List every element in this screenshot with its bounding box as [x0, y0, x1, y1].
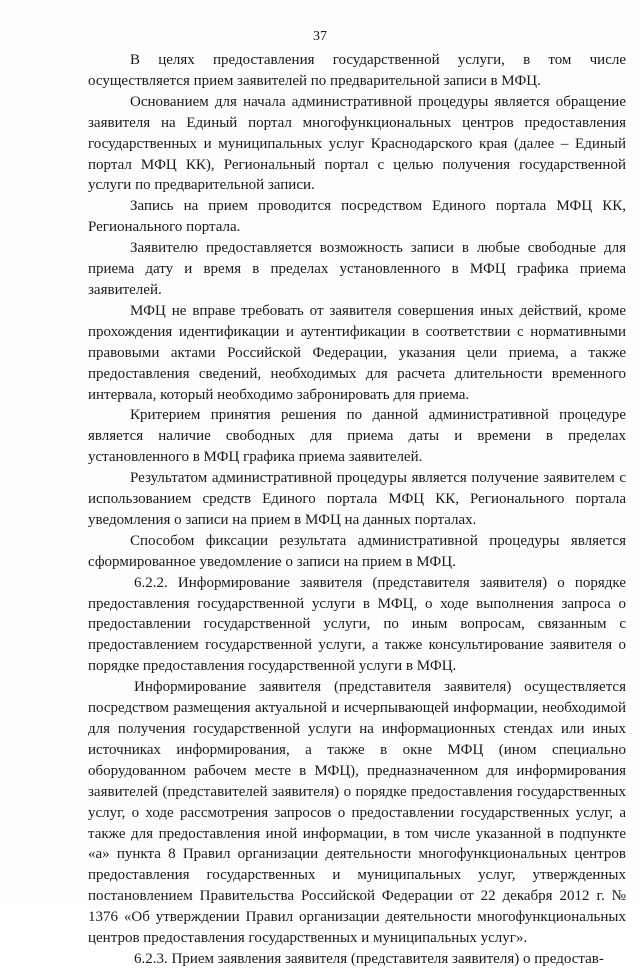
paragraph: Заявителю предоставляется возможность записи в любые свободные для приема дату и время в пределах установленного в МФЦ графика приема заявителей.	[88, 240, 626, 298]
paragraph: Результатом административной процедуры является получение заявителем с использованием средств Единого портала МФЦ КК, Регионального портала уведомления о записи на прием в МФЦ на данных порталах.	[88, 470, 626, 528]
paragraph: Основанием для начала административной процедуры является обращение заявителя на Единый портал многофункциональных центров предоставления государственных и муниципальных услуг Краснодарского края (далее – Единый портал МФЦ КК), Региональный портал с целью получения государственной услуги по предварительной записи.	[88, 93, 626, 194]
paragraph: В целях предоставления государственной услуги, в том числе осуществляется прием заявителей по предварительной записи в МФЦ.	[88, 52, 626, 89]
section-6-2-3-paragraph: 6.2.3. Прием заявления заявителя (представителя заявителя) о предостав-	[134, 950, 604, 967]
paragraph: Способом фиксации результата административной процедуры является сформированное уведомление о записи на прием в МФЦ.	[88, 532, 626, 570]
section-6-2-2-paragraph: 6.2.2. Информирование заявителя (представителя заявителя) о порядке предоставления государственной услуги в МФЦ, о ходе выполнения запроса о предоставлении государственной услуги, по иным вопросам, связанным с предоставлением государственной услуги, а также консультирование заявителя о порядке предоставления государственной услуги в МФЦ.	[88, 574, 626, 675]
paragraph: Информирование заявителя (представителя заявителя) осуществляется посредством размещения актуальной и исчерпывающей информации, необходимой для получения государственной услуги на информационных стендах или иных источниках информирования, а также в окне МФЦ (ином специально оборудованном рабочем месте в МФЦ), предназначенном для информирования заявителей (представителей заявителя) о порядке предоставления государственных услуг, о ходе рассмотрения запросов о предоставлении государственных услуг, а также для предоставления иной информации, в том числе указанной в подпункте «а» пункта 8 Правил организации деятельности многофункциональных центров предоставления государственных и муниципальных услуг, утвержденных постановлением Правительства Российской Федерации от 22 декабря 2012 г. № 1376 «Об утверждении Правил организации деятельности многофункциональных центров предоставления государственных и муниципальных услуг».	[88, 679, 626, 947]
paragraph: Критерием принятия решения по данной административной процедуре является наличие свободных для приема даты и времени в пределах установленного в МФЦ графика приема заявителей.	[88, 407, 626, 466]
page-number: 37	[313, 29, 327, 44]
paragraph: Запись на прием проводится посредством Единого портала МФЦ КК, Регионального портала.	[88, 198, 626, 236]
document-body	[88, 50, 626, 970]
paragraph: МФЦ не вправе требовать от заявителя совершения иных действий, кроме прохождения идентификации и аутентификации в соответствии с нормативными правовыми актами Российской Федерации, указания цели приема, а также предоставления сведений, необходимых для расчета длительности временного интервала, который необходимо забронировать для приема.	[88, 302, 626, 403]
